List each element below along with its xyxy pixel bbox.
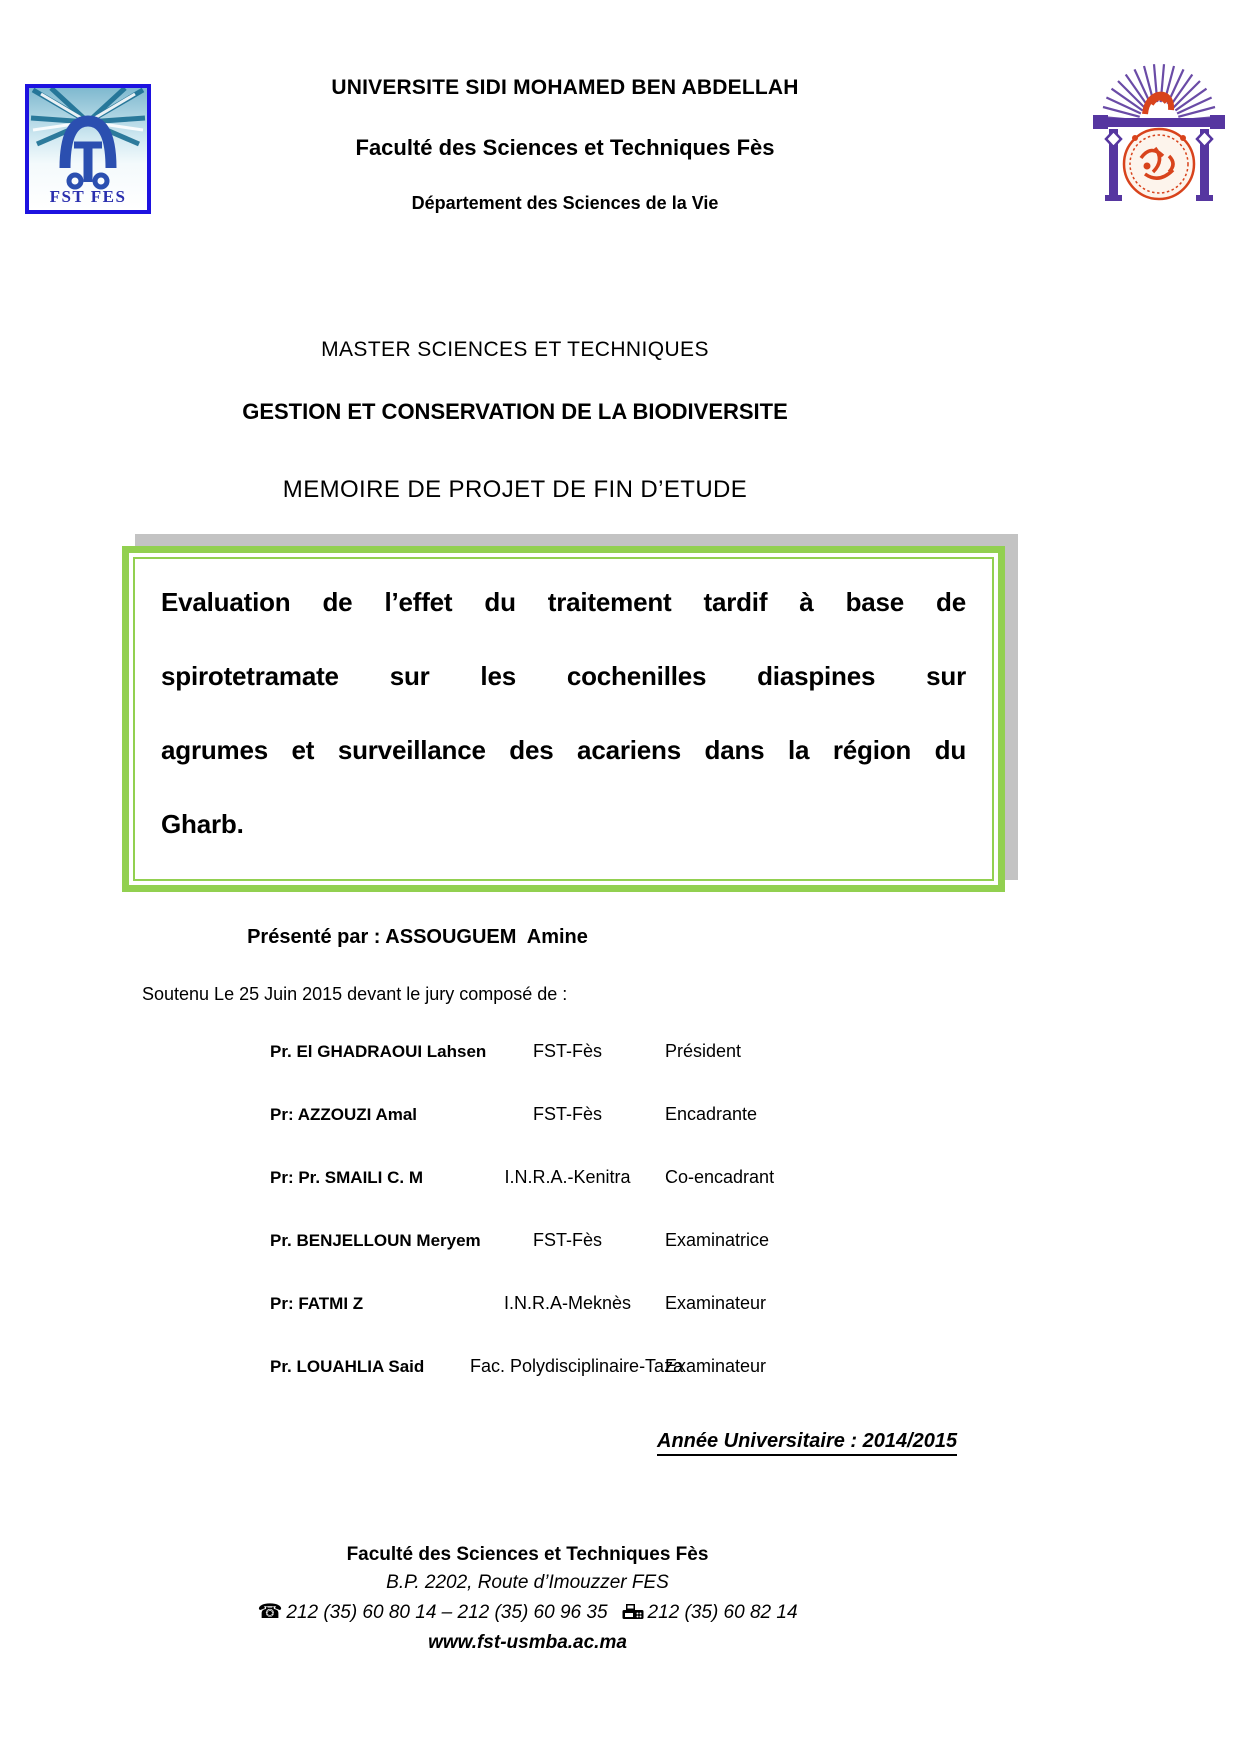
footer-faculty: Faculté des Sciences et Techniques Fès (346, 1544, 709, 1565)
department-name: Département des Sciences de la Vie (411, 193, 719, 213)
jury-member-affiliation: FST-Fès (532, 1104, 602, 1124)
thesis-title-line-2: spirotetramate sur les cochenilles diaspines sur (161, 661, 966, 691)
defense-date-line: Soutenu Le 25 Juin 2015 devant le jury composé de : (142, 984, 568, 1004)
footer-fax-number: 212 (35) 60 82 14 (647, 1602, 798, 1623)
academic-year: Année Universitaire : 2014/2015 (657, 1430, 957, 1456)
usmba-emblem-logo (1085, 60, 1233, 212)
jury-member-role: Encadrante (665, 1104, 758, 1124)
jury-member-affiliation: FST-Fès (532, 1041, 602, 1061)
jury-member-affiliation: I.N.R.A-Meknès (503, 1293, 632, 1313)
jury-row (270, 1020, 950, 1083)
footer-phones: 212 (35) 60 80 14 – 212 (35) 60 96 35 (286, 1602, 608, 1623)
university-name: UNIVERSITE SIDI MOHAMED BEN ABDELLAH (331, 76, 799, 99)
jury-row (270, 1083, 950, 1146)
jury-row (270, 1335, 950, 1398)
faculty-name: Faculté des Sciences et Techniques Fès (355, 135, 775, 160)
jury-table (270, 1020, 950, 1398)
thesis-title-line-4: Gharb. (161, 809, 244, 839)
jury-member-affiliation: Fac. Polydisciplinaire-Taza (470, 1356, 684, 1376)
footer (130, 1541, 925, 1657)
header (180, 76, 950, 214)
titlebox-inner-border (133, 557, 994, 881)
memoire-line: MEMOIRE DE PROJET DE FIN D’ETUDE (282, 476, 748, 503)
jury-member-name: Pr. El GHADRAOUI Lahsen (270, 1041, 487, 1061)
jury-member-name: Pr. LOUAHLIA Said (270, 1356, 425, 1376)
footer-website: www.fst-usmba.ac.ma (428, 1632, 627, 1653)
phone-icon: ☎ (257, 1599, 283, 1623)
thesis-title-box (122, 546, 1005, 892)
jury-member-role: Examinateur (665, 1356, 767, 1376)
jury-member-affiliation: FST-Fès (532, 1230, 602, 1250)
jury-row (270, 1209, 950, 1272)
jury-member-name: Pr: AZZOUZI Amal (270, 1104, 418, 1124)
thesis-title-line-3: agrumes et surveillance des acariens dans la région du (161, 735, 966, 765)
jury-member-role: Président (665, 1041, 742, 1061)
jury-member-name: Pr: Pr. SMAILI C. M (270, 1167, 424, 1187)
jury-member-role: Examinatrice (665, 1230, 770, 1250)
jury-row (270, 1146, 950, 1209)
jury-row (270, 1272, 950, 1335)
jury-member-name: Pr: FATMI Z (270, 1293, 364, 1313)
titlebox-border (122, 546, 1005, 892)
footer-address: B.P. 2202, Route d’Imouzzer FES (386, 1572, 669, 1593)
fax-icon (622, 1601, 644, 1629)
fst-fes-logo (25, 84, 151, 214)
jury-member-affiliation: I.N.R.A.-Kenitra (504, 1167, 631, 1187)
fst-fes-logo-text: FST FES (49, 187, 127, 206)
jury-member-role: Co-encadrant (665, 1167, 775, 1187)
footer-contact-line (130, 1597, 925, 1629)
jury-member-name: Pr. BENJELLOUN Meryem (270, 1230, 481, 1250)
presented-by-line: Présenté par : ASSOUGUEM Amine (247, 926, 588, 948)
thesis-title-line-1: Evaluation de l’effet du traitement tardif à base de (161, 587, 966, 617)
specialty-line: GESTION ET CONSERVATION DE LA BIODIVERSITE (242, 399, 788, 424)
jury-member-role: Examinateur (665, 1293, 767, 1313)
usmba-emblem-art (1085, 60, 1233, 212)
master-line: MASTER SCIENCES ET TECHNIQUES (321, 338, 709, 361)
